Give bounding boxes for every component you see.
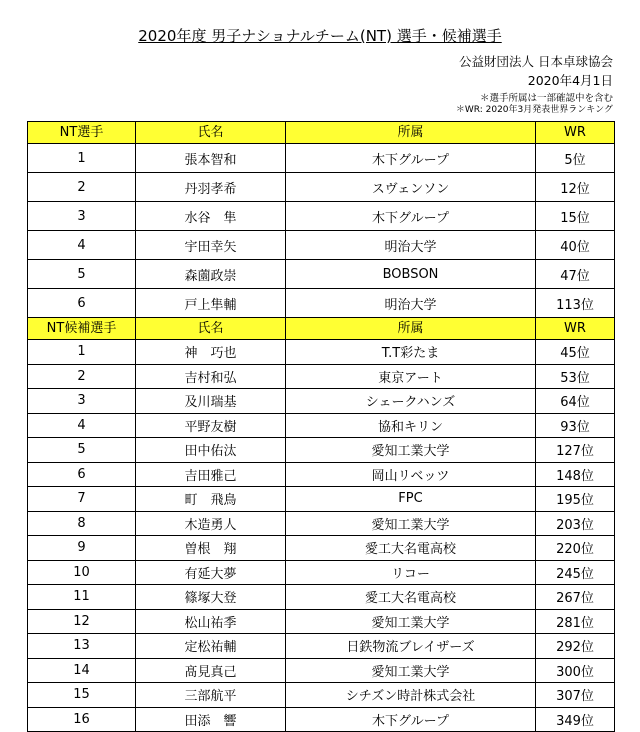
row-number-cell: 6 xyxy=(28,289,136,318)
player-name-cell: 松山祐季 xyxy=(136,609,286,634)
row-number-cell: 4 xyxy=(28,413,136,438)
section-label-cell: NT選手 xyxy=(28,122,136,144)
world-ranking-cell: 148位 xyxy=(536,462,615,487)
player-name-cell: 有延大夢 xyxy=(136,560,286,585)
player-name-cell: 平野友樹 xyxy=(136,413,286,438)
player-name-cell: 吉田雅己 xyxy=(136,462,286,487)
player-name-cell: 丹羽孝希 xyxy=(136,173,286,202)
affiliation-cell: 木下グループ xyxy=(286,707,536,732)
affiliation-cell: 愛知工業大学 xyxy=(286,438,536,463)
row-number-cell: 7 xyxy=(28,487,136,512)
player-name-cell: 篠塚大登 xyxy=(136,585,286,610)
row-number-cell: 2 xyxy=(28,364,136,389)
issue-date: 2020年4月1日 xyxy=(527,73,613,88)
row-number-cell: 8 xyxy=(28,511,136,536)
table-row xyxy=(28,173,615,202)
table-row xyxy=(28,609,615,634)
wr-column-header: WR xyxy=(536,318,615,340)
note-affiliation: ＊選手所属は一部確認中を含む xyxy=(479,93,613,104)
row-number-cell: 3 xyxy=(28,389,136,414)
world-ranking-cell: 349位 xyxy=(536,707,615,732)
table-row xyxy=(28,634,615,659)
table-row xyxy=(28,202,615,231)
player-name-cell: 田添 響 xyxy=(136,707,286,732)
player-name-cell: 神 巧也 xyxy=(136,340,286,365)
affiliation-cell: リコー xyxy=(286,560,536,585)
affiliation-cell: BOBSON xyxy=(286,260,536,289)
affiliation-cell: 日鉄物流ブレイザーズ xyxy=(286,634,536,659)
affiliation-cell: 協和キリン xyxy=(286,413,536,438)
world-ranking-cell: 307位 xyxy=(536,683,615,708)
affiliation-cell: 愛知工業大学 xyxy=(286,609,536,634)
player-name-cell: 及川瑞基 xyxy=(136,389,286,414)
table-row xyxy=(28,585,615,610)
world-ranking-cell: 40位 xyxy=(536,231,615,260)
table-row xyxy=(28,144,615,173)
world-ranking-cell: 5位 xyxy=(536,144,615,173)
row-number-cell: 11 xyxy=(28,585,136,610)
world-ranking-cell: 203位 xyxy=(536,511,615,536)
nt-header-row xyxy=(28,122,615,144)
wr-column-header: WR xyxy=(536,122,615,144)
table-row xyxy=(28,364,615,389)
row-number-cell: 15 xyxy=(28,683,136,708)
affiliation-cell: 明治大学 xyxy=(286,231,536,260)
player-name-cell: 町 飛鳥 xyxy=(136,487,286,512)
row-number-cell: 3 xyxy=(28,202,136,231)
name-column-header: 氏名 xyxy=(136,318,286,340)
affiliation-cell: 愛工大名電高校 xyxy=(286,585,536,610)
row-number-cell: 5 xyxy=(28,438,136,463)
world-ranking-cell: 245位 xyxy=(536,560,615,585)
affiliation-cell: FPC xyxy=(286,487,536,512)
player-name-cell: 水谷 隼 xyxy=(136,202,286,231)
world-ranking-cell: 47位 xyxy=(536,260,615,289)
table-row xyxy=(28,658,615,683)
player-name-cell: 三部航平 xyxy=(136,683,286,708)
player-name-cell: 宇田幸矢 xyxy=(136,231,286,260)
world-ranking-cell: 53位 xyxy=(536,364,615,389)
row-number-cell: 1 xyxy=(28,340,136,365)
row-number-cell: 13 xyxy=(28,634,136,659)
table-row xyxy=(28,231,615,260)
world-ranking-cell: 292位 xyxy=(536,634,615,659)
table-row xyxy=(28,536,615,561)
player-name-cell: 曽根 翔 xyxy=(136,536,286,561)
world-ranking-cell: 300位 xyxy=(536,658,615,683)
row-number-cell: 12 xyxy=(28,609,136,634)
table-row xyxy=(28,487,615,512)
player-name-cell: 髙見真己 xyxy=(136,658,286,683)
row-number-cell: 5 xyxy=(28,260,136,289)
table-row xyxy=(28,340,615,365)
affiliation-cell: 愛知工業大学 xyxy=(286,658,536,683)
table-row xyxy=(28,389,615,414)
row-number-cell: 2 xyxy=(28,173,136,202)
affiliation-cell: 東京アート xyxy=(286,364,536,389)
affiliation-cell: 明治大学 xyxy=(286,289,536,318)
player-name-cell: 戸上隼輔 xyxy=(136,289,286,318)
world-ranking-cell: 64位 xyxy=(536,389,615,414)
world-ranking-cell: 195位 xyxy=(536,487,615,512)
row-number-cell: 1 xyxy=(28,144,136,173)
section-label-cell: NT候補選手 xyxy=(28,318,136,340)
player-name-cell: 森薗政崇 xyxy=(136,260,286,289)
affiliation-cell: 木下グループ xyxy=(286,144,536,173)
row-number-cell: 4 xyxy=(28,231,136,260)
player-name-cell: 吉村和弘 xyxy=(136,364,286,389)
row-number-cell: 6 xyxy=(28,462,136,487)
affiliation-cell: 愛知工業大学 xyxy=(286,511,536,536)
table-row xyxy=(28,289,615,318)
table-row xyxy=(28,560,615,585)
roster-table xyxy=(27,121,615,732)
world-ranking-cell: 281位 xyxy=(536,609,615,634)
affiliation-column-header: 所属 xyxy=(286,318,536,340)
player-name-cell: 木造勇人 xyxy=(136,511,286,536)
table-row xyxy=(28,511,615,536)
affiliation-cell: 木下グループ xyxy=(286,202,536,231)
world-ranking-cell: 220位 xyxy=(536,536,615,561)
note-world-ranking: ＊WR: 2020年3月発表世界ランキング xyxy=(455,105,613,115)
world-ranking-cell: 15位 xyxy=(536,202,615,231)
affiliation-cell: シェークハンズ xyxy=(286,389,536,414)
player-name-cell: 定松祐輔 xyxy=(136,634,286,659)
name-column-header: 氏名 xyxy=(136,122,286,144)
affiliation-cell: シチズン時計株式会社 xyxy=(286,683,536,708)
row-number-cell: 16 xyxy=(28,707,136,732)
table-row xyxy=(28,462,615,487)
row-number-cell: 10 xyxy=(28,560,136,585)
affiliation-column-header: 所属 xyxy=(286,122,536,144)
affiliation-cell: スヴェンソン xyxy=(286,173,536,202)
affiliation-cell: T.T彩たま xyxy=(286,340,536,365)
table-row xyxy=(28,683,615,708)
world-ranking-cell: 267位 xyxy=(536,585,615,610)
player-name-cell: 張本智和 xyxy=(136,144,286,173)
world-ranking-cell: 45位 xyxy=(536,340,615,365)
affiliation-cell: 岡山リベッツ xyxy=(286,462,536,487)
organization-name: 公益財団法人 日本卓球協会 xyxy=(459,54,613,69)
affiliation-cell: 愛工大名電高校 xyxy=(286,536,536,561)
world-ranking-cell: 113位 xyxy=(536,289,615,318)
row-number-cell: 14 xyxy=(28,658,136,683)
player-name-cell: 田中佑汰 xyxy=(136,438,286,463)
table-row xyxy=(28,707,615,732)
world-ranking-cell: 127位 xyxy=(536,438,615,463)
document-title xyxy=(0,26,640,46)
candidate-header-row xyxy=(28,318,615,340)
world-ranking-cell: 93位 xyxy=(536,413,615,438)
table-row xyxy=(28,413,615,438)
roster-body xyxy=(28,122,615,732)
row-number-cell: 9 xyxy=(28,536,136,561)
document-title-text: 2020年度 男子ナショナルチーム(NT) 選手・候補選手 xyxy=(138,27,502,45)
table-row xyxy=(28,438,615,463)
world-ranking-cell: 12位 xyxy=(536,173,615,202)
table-row xyxy=(28,260,615,289)
